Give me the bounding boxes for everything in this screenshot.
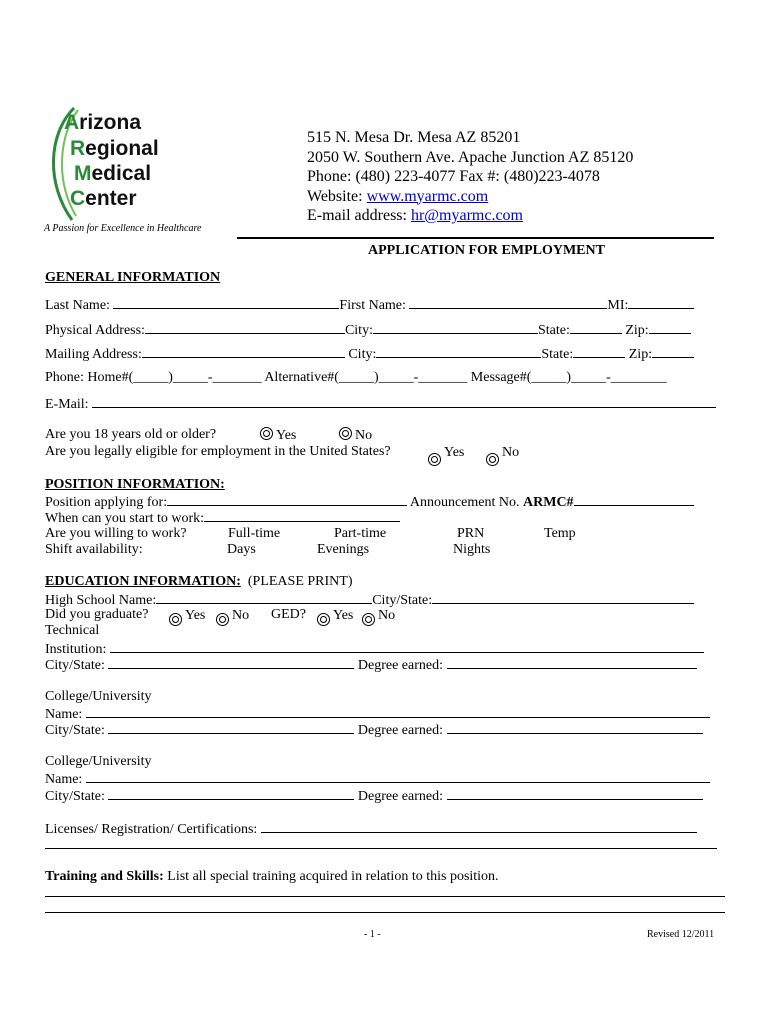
last-name-field[interactable]: [113, 296, 339, 309]
option-evenings[interactable]: Evenings: [317, 542, 370, 557]
college2-city-field[interactable]: [108, 787, 354, 800]
eligible-yes-label: Yes: [444, 445, 465, 460]
physical-address-label: Physical Address:: [45, 323, 145, 338]
ged-yes-label: Yes: [333, 608, 354, 623]
education-heading: EDUCATION INFORMATION:: [45, 574, 241, 589]
eligible-question-label: Are you legally eligible for employment in the United States?: [45, 444, 391, 459]
logo: [44, 104, 234, 222]
technical-label: Technical: [45, 623, 100, 638]
college1-label: College/University: [45, 689, 152, 704]
radio-icon: [216, 613, 229, 626]
logo-line-3: Medical: [74, 162, 152, 185]
mailing-zip-label: Zip:: [628, 347, 653, 362]
applying-label: Position applying for:: [45, 495, 168, 510]
radio-icon: [260, 427, 273, 440]
ged-yes-option[interactable]: [317, 607, 353, 624]
training-line-2[interactable]: [45, 912, 725, 913]
name-row: [45, 296, 694, 314]
city-field[interactable]: [373, 321, 538, 334]
option-nights[interactable]: Nights: [453, 542, 491, 557]
page-number: - 1 -: [364, 929, 381, 940]
ged-no-label: No: [378, 608, 396, 623]
institution-label: Institution:: [45, 642, 107, 657]
email-line: [307, 206, 633, 226]
website-link[interactable]: www.myarmc.com: [366, 187, 489, 205]
applying-field[interactable]: [167, 493, 407, 506]
institution-field[interactable]: [110, 640, 704, 653]
college2-degree-label: Degree earned:: [357, 789, 443, 804]
armc-label: ARMC#: [523, 495, 574, 510]
tech-city-field[interactable]: [108, 656, 354, 669]
tech-degree-field[interactable]: [447, 656, 697, 669]
tagline: A Passion for Excellence in Healthcare: [44, 223, 202, 234]
mailing-address-label: Mailing Address:: [45, 347, 142, 362]
age-no-option[interactable]: [339, 427, 372, 444]
website-line: [307, 187, 633, 207]
education-heading-row: [45, 574, 353, 590]
willing-label: Are you willing to work?: [45, 526, 187, 541]
option-temp[interactable]: Temp: [544, 526, 576, 541]
mailing-address-field[interactable]: [142, 345, 345, 358]
age-no-label: No: [355, 428, 373, 443]
tech-degree-label: Degree earned:: [357, 658, 443, 673]
college1-name-label: Name:: [45, 707, 83, 722]
college1-degree-field[interactable]: [447, 721, 703, 734]
please-print-note: (PLEASE PRINT): [247, 574, 353, 589]
announcement-field[interactable]: [574, 493, 694, 506]
eligible-no-option[interactable]: [486, 444, 519, 461]
tech-city-row: [45, 656, 697, 674]
physical-address-field[interactable]: [145, 321, 345, 334]
announcement-label: Announcement No.: [409, 495, 520, 510]
licenses-label: Licenses/ Registration/ Certifications:: [45, 822, 258, 837]
phone-fax: Phone: (480) 223-4077 Fax #: (480)223-4078: [307, 168, 600, 185]
option-prn[interactable]: PRN: [457, 526, 485, 541]
contact-block: [307, 128, 633, 226]
position-heading: POSITION INFORMATION:: [45, 477, 225, 492]
radio-icon: [169, 613, 182, 626]
college1-city-label: City/State:: [45, 723, 105, 738]
form-title: APPLICATION FOR EMPLOYMENT: [368, 243, 605, 258]
phone-row[interactable]: Phone: Home#(_____)_____-_______ Alternative#(_____)_____-_______ Message#(_____)_____-________: [45, 370, 667, 385]
radio-icon: [428, 453, 441, 466]
mailing-city-field[interactable]: [376, 345, 541, 358]
age-yes-label: Yes: [276, 428, 297, 443]
option-days[interactable]: Days: [227, 542, 256, 557]
shift-label: Shift availability:: [45, 542, 143, 557]
training-text: List all special training acquired in relation to this position.: [167, 869, 499, 884]
training-label: Training and Skills:: [45, 869, 164, 884]
college2-degree-field[interactable]: [447, 787, 703, 800]
eligible-yes-option[interactable]: [428, 444, 464, 461]
logo-line-2: Regional: [70, 137, 159, 160]
college2-name-label: Name:: [45, 772, 83, 787]
radio-icon: [339, 427, 352, 440]
ged-label: GED?: [271, 607, 306, 622]
radio-icon: [317, 613, 330, 626]
radio-icon: [486, 453, 499, 466]
college2-label: College/University: [45, 754, 152, 769]
eligible-question: [45, 444, 391, 460]
email-field-label: E-Mail:: [45, 397, 89, 412]
physical-address-row: [45, 321, 691, 339]
college1-name-field[interactable]: [86, 705, 710, 718]
logo-line-4: Center: [70, 187, 137, 210]
website-label: Website:: [307, 187, 363, 205]
graduate-label: Did you graduate?: [45, 607, 149, 622]
hs-city-label: City/State:: [372, 593, 433, 608]
address-line-1: 515 N. Mesa Dr. Mesa AZ 85201: [307, 129, 521, 146]
training-row: [45, 869, 499, 885]
college1-degree-label: Degree earned:: [357, 723, 443, 738]
mailing-address-row: [45, 345, 694, 363]
college2-city-label: City/State:: [45, 789, 105, 804]
start-row: [45, 509, 400, 527]
graduate-row: [45, 607, 148, 623]
age-question: [45, 427, 216, 443]
hs-field[interactable]: [156, 591, 372, 604]
age-question-label: Are you 18 years old or older?: [45, 427, 217, 442]
last-name-label: Last Name:: [45, 298, 110, 313]
start-field[interactable]: [204, 509, 400, 522]
general-heading: GENERAL INFORMATION: [45, 270, 221, 285]
email-field[interactable]: [92, 395, 716, 408]
eligible-no-label: No: [502, 445, 520, 460]
mi-field[interactable]: [628, 296, 694, 309]
logo-line-1: Arizona: [64, 111, 142, 134]
city-label: City:: [344, 323, 373, 338]
graduate-no-label: No: [232, 608, 250, 623]
tech-city-label: City/State:: [45, 658, 105, 673]
header-divider: [237, 237, 714, 239]
licenses-line-2[interactable]: [45, 848, 717, 849]
graduate-yes-option[interactable]: [169, 607, 205, 624]
college1-city-field[interactable]: [108, 721, 354, 734]
state-label: State:: [537, 323, 570, 338]
zip-label: Zip:: [625, 323, 649, 338]
licenses-row: [45, 820, 697, 838]
mailing-city-label: City:: [348, 347, 377, 362]
option-part-time[interactable]: Part-time: [334, 526, 387, 541]
first-name-label: First Name:: [339, 298, 406, 313]
state-field[interactable]: [570, 321, 622, 334]
age-yes-option[interactable]: [260, 427, 296, 444]
college1-city-row: [45, 721, 703, 739]
option-full-time[interactable]: Full-time: [228, 526, 281, 541]
hs-city-field[interactable]: [432, 591, 694, 604]
graduate-no-option[interactable]: [216, 607, 249, 624]
email-row: [45, 395, 716, 413]
college2-name-field[interactable]: [86, 770, 710, 783]
training-line-1[interactable]: [45, 896, 725, 897]
college2-city-row: [45, 787, 703, 805]
email-link[interactable]: hr@myarmc.com: [410, 207, 523, 224]
first-name-field[interactable]: [409, 296, 607, 309]
college2-name-row: [45, 770, 710, 788]
hs-label: High School Name:: [45, 593, 157, 608]
mailing-state-field[interactable]: [573, 345, 625, 358]
mailing-state-label: State:: [541, 347, 574, 362]
mi-label: MI:: [607, 298, 629, 313]
ged-no-option[interactable]: [362, 607, 395, 624]
zip-field[interactable]: [649, 321, 691, 334]
radio-icon: [362, 613, 375, 626]
revised-date: Revised 12/2011: [647, 929, 715, 940]
graduate-yes-label: Yes: [185, 608, 206, 623]
start-label: When can you start to work:: [45, 511, 205, 526]
email-label: E-mail address:: [307, 207, 407, 224]
licenses-field[interactable]: [261, 820, 697, 833]
mailing-zip-field[interactable]: [652, 345, 694, 358]
address-line-2: 2050 W. Southern Ave. Apache Junction AZ 85120: [307, 148, 634, 166]
